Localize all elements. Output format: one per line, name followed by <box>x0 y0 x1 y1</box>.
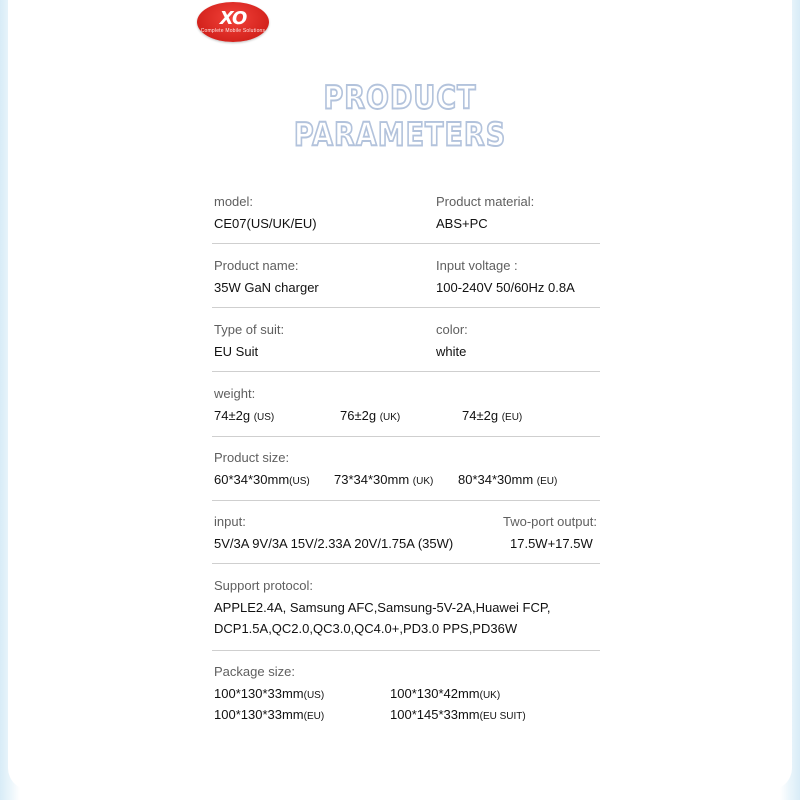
input-voltage-value: 100-240V 50/60Hz 0.8A <box>436 280 575 295</box>
support-protocol-label: Support protocol: <box>214 578 314 593</box>
model-label: model: <box>214 194 254 209</box>
divider <box>212 243 600 244</box>
product-name-label: Product name: <box>214 258 299 273</box>
size-us-unit: (US) <box>289 476 310 487</box>
weight-uk-unit: (UK) <box>379 412 401 423</box>
weight-uk-value: 76±2g <box>340 408 377 423</box>
weight-eu-unit: (EU) <box>501 412 523 423</box>
model-value: CE07(US/UK/EU) <box>214 216 317 231</box>
size-eu-unit: (EU) <box>536 476 558 487</box>
input-voltage-label: Input voltage : <box>436 258 518 273</box>
weight-uk <box>340 408 400 423</box>
logo-tagline: Complete Mobile Solutions <box>200 28 266 34</box>
parameters-card <box>8 0 792 790</box>
suit-type-value: EU Suit <box>214 344 259 359</box>
color-value: white <box>436 344 467 359</box>
size-uk <box>334 472 433 487</box>
size-eu <box>458 472 557 487</box>
size-uk-unit: (UK) <box>412 476 434 487</box>
divider <box>212 650 600 651</box>
divider <box>212 436 600 437</box>
package-size-label: Package size: <box>214 664 295 679</box>
product-size-label: Product size: <box>214 450 290 465</box>
size-us-value: 60*34*30mm <box>214 472 290 487</box>
package-eu-suit-unit: (EU SUIT) <box>479 711 526 722</box>
page-title: PRODUCT PARAMETERS <box>293 80 507 154</box>
product-name-value: 35W GaN charger <box>214 280 319 295</box>
package-eu-suit <box>390 707 526 722</box>
divider <box>212 500 600 501</box>
divider <box>212 307 600 308</box>
divider <box>212 563 600 564</box>
package-us-value: 100*130*33mm <box>214 686 304 701</box>
input-value: 5V/3A 9V/3A 15V/2.33A 20V/1.75A (35W) <box>214 536 454 551</box>
package-uk <box>390 686 500 701</box>
divider <box>212 371 600 372</box>
package-uk-unit: (UK) <box>479 690 501 701</box>
size-us <box>214 472 310 487</box>
size-eu-value: 80*34*30mm <box>458 472 534 487</box>
weight-us-value: 74±2g <box>214 408 251 423</box>
package-us-unit: (US) <box>303 690 325 701</box>
package-eu-unit: (EU) <box>303 711 325 722</box>
input-label: input: <box>214 514 246 529</box>
material-label: Product material: <box>436 194 535 209</box>
package-eu-suit-value: 100*145*33mm <box>390 707 480 722</box>
xo-logo <box>197 2 269 42</box>
package-eu-value: 100*130*33mm <box>214 707 304 722</box>
two-port-output-label: Two-port output: <box>503 514 597 529</box>
weight-us-unit: (US) <box>253 412 275 423</box>
weight-eu-value: 74±2g <box>462 408 499 423</box>
suit-type-label: Type of suit: <box>214 322 285 337</box>
weight-eu <box>462 408 522 423</box>
weight-us <box>214 408 274 423</box>
material-value: ABS+PC <box>436 216 488 231</box>
package-uk-value: 100*130*42mm <box>390 686 480 701</box>
package-eu <box>214 707 324 722</box>
two-port-output-value: 17.5W+17.5W <box>510 536 593 551</box>
package-us <box>214 686 324 701</box>
size-uk-value: 73*34*30mm <box>334 472 410 487</box>
logo-mark: XO <box>219 8 247 29</box>
weight-label: weight: <box>214 386 256 401</box>
support-protocol-line-1: APPLE2.4A, Samsung AFC,Samsung-5V-2A,Huawei FCP, <box>214 600 551 615</box>
color-label: color: <box>436 322 468 337</box>
support-protocol-line-2: DCP1.5A,QC2.0,QC3.0,QC4.0+,PD3.0 PPS,PD36W <box>214 621 518 636</box>
